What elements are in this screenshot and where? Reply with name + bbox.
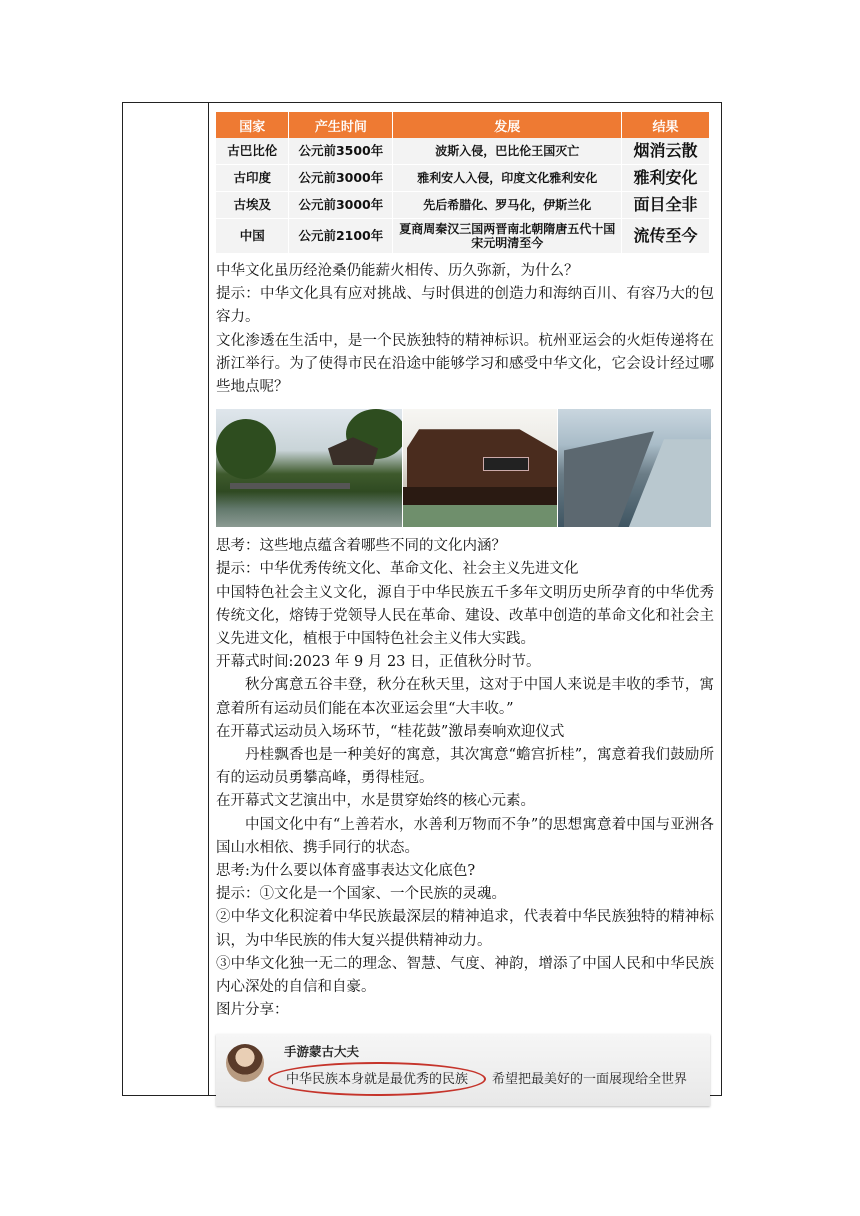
cell-result: 烟消云散: [622, 138, 710, 165]
cell-time: 公元前2100年: [289, 219, 393, 254]
body-paragraphs: [216, 535, 714, 1022]
table-row: [216, 192, 710, 219]
civilization-table: [216, 112, 710, 254]
body-paragraph: 提示：①文化是一个国家、一个民族的灵魂。: [216, 886, 506, 903]
cell-time: 公元前3000年: [289, 165, 393, 192]
body-paragraph: 中国特色社会主义文化，源自于中华民族五千多年文明历史所孕育的中华优秀传统文化，熔铸于党领导人民在革命、建设、改革中创造的革命文化和社会主义先进文化，植根于中国特色社会主义伟大实践。: [216, 584, 714, 648]
table-row: [216, 165, 710, 192]
body-paragraph: 思考:为什么要以体育盛事表达文化底色?: [216, 863, 476, 880]
body-paragraph: 在开幕式文艺演出中，水是贯穿始终的核心元素。: [216, 793, 535, 810]
table-header-row: [216, 112, 710, 138]
intro-paragraphs: [216, 260, 714, 399]
highlighted-comment: 中华民族本身就是最优秀的民族: [286, 1072, 469, 1088]
cell-country: 中国: [216, 219, 289, 254]
header-result: 结果: [622, 112, 710, 138]
cell-country: 古埃及: [216, 192, 289, 219]
cell-time: 公元前3000年: [289, 192, 393, 219]
body-paragraph: 思考：这些地点蕴含着哪些不同的文化内涵？: [216, 538, 506, 555]
body-paragraph: 中国文化中有“上善若水，水善利万物而不争”的思想寓意着中国与亚洲各国山水相依、携手同行的状态。: [216, 816, 714, 856]
cell-result: 雅利安化: [622, 165, 710, 192]
west-lake-photo: [216, 409, 402, 527]
avatar: [226, 1044, 264, 1082]
port-aerial-photo: [558, 409, 711, 527]
header-country: 国家: [216, 112, 289, 138]
header-development: 发展: [393, 112, 622, 138]
cell-country: 古印度: [216, 165, 289, 192]
table-row: [216, 219, 710, 254]
column-divider: [208, 102, 209, 1096]
body-paragraph: ③中华文化独一无二的理念、智慧、气度、神韵，增添了中国人民和中华民族内心深处的自信和自豪。: [216, 955, 714, 996]
photo-strip: [216, 409, 714, 527]
body-paragraph: 在开幕式运动员入场环节，“桂花鼓”激昂奏响欢迎仪式: [216, 723, 565, 740]
torch-paragraph: 文化渗透在生活中，是一个民族独特的精神标识。杭州亚运会的火炬传递将在浙江举行。为了使得市民在沿途中能够学习和感受中华文化，它会设计经过哪些地点呢？: [216, 332, 714, 396]
body-paragraph: 提示：中华优秀传统文化、革命文化、社会主义先进文化: [216, 561, 579, 578]
cell-result: 面目全非: [622, 192, 710, 219]
header-time: 产生时间: [289, 112, 393, 138]
commenter-name: 手游蒙古大夫: [284, 1044, 360, 1060]
comment-continuation: 希望把最美好的一面展现给全世界: [492, 1072, 688, 1088]
cell-development: 波斯入侵，巴比伦王国灭亡: [393, 138, 622, 165]
table-row: [216, 138, 710, 165]
comment-screenshot: [216, 1034, 710, 1106]
cell-development: 雅利安人入侵，印度文化雅利安化: [393, 165, 622, 192]
hint-paragraph: 提示：中华文化具有应对挑战、与时俱进的创造力和海纳百川、有容乃大的包容力。: [216, 286, 714, 326]
body-paragraph: ②中华文化积淀着中华民族最深层的精神追求，代表着中华民族独特的精神标识，为中华民族的伟大复兴提供精神动力。: [216, 909, 714, 949]
question-paragraph: 中华文化虽历经沧桑仍能薪火相传、历久弥新，为什么？: [216, 263, 579, 279]
cell-country: 古巴比伦: [216, 138, 289, 165]
cell-development: 夏商周秦汉三国两晋南北朝隋唐五代十国宋元明清至今: [393, 219, 622, 254]
body-paragraph: 丹桂飘香也是一种美好的寓意，其次寓意“蟾宫折桂”，寓意着我们鼓励所有的运动员勇攀高峰，勇得桂冠。: [216, 747, 714, 787]
cell-time: 公元前3500年: [289, 138, 393, 165]
body-paragraph: 图片分享：: [216, 1002, 289, 1019]
red-boat-photo: [403, 409, 557, 527]
cell-development: 先后希腊化、罗马化，伊斯兰化: [393, 192, 622, 219]
main-content: [216, 112, 714, 1106]
body-paragraph: 开幕式时间:2023 年 9 月 23 日，正值秋分时节。: [216, 654, 541, 671]
body-paragraph: 秋分寓意五谷丰登，秋分在秋天里，这对于中国人来说是丰收的季节，寓意着所有运动员们能在本次亚运会里“大丰收。”: [216, 677, 714, 717]
cell-result: 流传至今: [622, 219, 710, 254]
